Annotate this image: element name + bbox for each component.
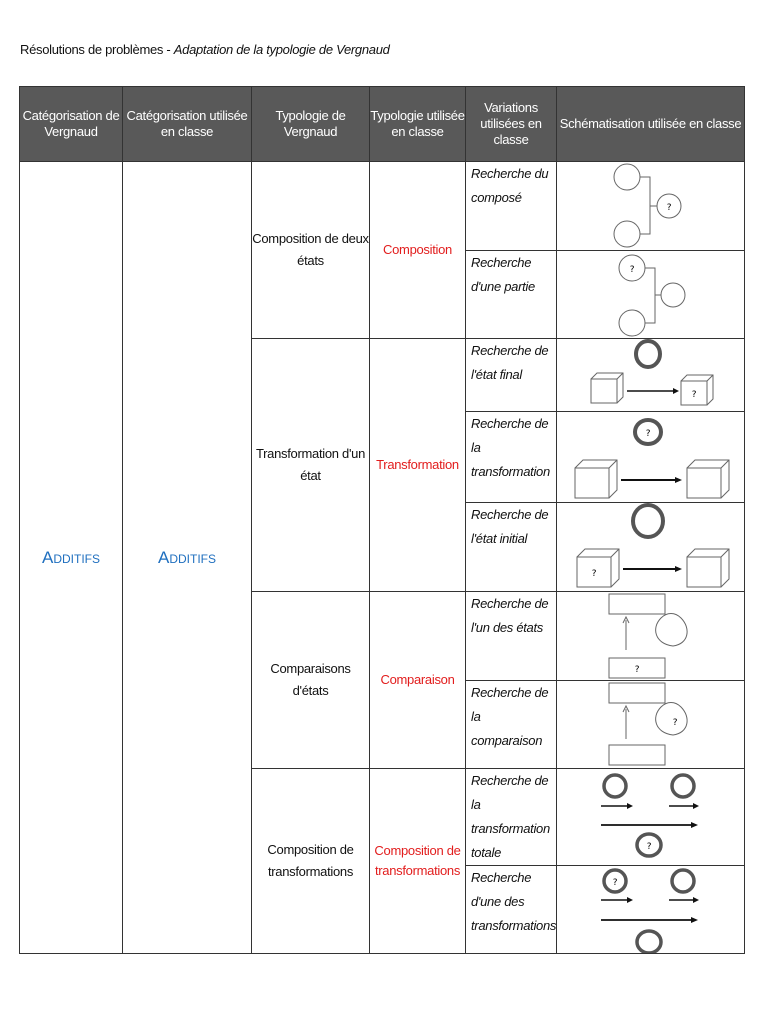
variation-un-des-etats: Recherche de l'un des états <box>466 592 557 681</box>
question-mark: ? <box>612 878 618 888</box>
schema-cell <box>557 503 745 592</box>
title-main: Résolutions de problèmes - <box>20 42 174 57</box>
header-row <box>20 87 745 162</box>
classe-composition: Composition <box>370 162 466 339</box>
variation-etat-initial: Recherche de l'état initial <box>466 503 557 592</box>
table-row <box>20 162 745 251</box>
classe-transformation: Transformation <box>370 339 466 592</box>
variation-transformation: Recherche de la transformation <box>466 412 557 503</box>
header-typologie-classe: Typologie utilisée en classe <box>370 87 466 162</box>
composition-transformations-schema-totale <box>557 773 745 861</box>
variation-recherche-partie: Recherche d'une partie <box>466 251 557 339</box>
question-mark: ? <box>672 718 678 728</box>
schema-cell <box>557 866 745 954</box>
header-categorisation-classe: Catégorisation utilisée en classe <box>123 87 252 162</box>
typologie-composition-transformations: Composition de transformations <box>252 769 370 954</box>
variation-recherche-compose: Recherche du composé <box>466 162 557 251</box>
schema-cell <box>557 592 745 681</box>
schema-cell <box>557 681 745 769</box>
transformation-schema-initial <box>557 503 745 591</box>
transformation-schema-transformation <box>557 412 745 502</box>
typology-table <box>19 86 745 954</box>
comparaison-schema-comparaison <box>557 681 745 768</box>
schema-cell <box>557 339 745 412</box>
header-schematisation: Schématisation utilisée en classe <box>557 87 745 162</box>
question-mark: ? <box>591 569 597 579</box>
question-mark: ? <box>629 265 635 275</box>
schema-cell <box>557 412 745 503</box>
classe-comparaison: Comparaison <box>370 592 466 769</box>
schema-cell <box>557 251 745 339</box>
variation-transformation-totale: Recherche de la transformation totale <box>466 769 557 866</box>
typologie-composition: Composition de deux états <box>252 162 370 339</box>
header-categorisation-vergnaud: Catégorisation de Vergnaud <box>20 87 123 162</box>
question-mark: ? <box>634 665 640 675</box>
variation-une-des-transformations: Recherche d'une des transformations <box>466 866 557 954</box>
typologie-transformation: Transformation d'un état <box>252 339 370 592</box>
schema-cell <box>557 769 745 866</box>
variation-etat-final: Recherche de l'état final <box>466 339 557 412</box>
category-vergnaud: Additifs <box>20 162 123 954</box>
comparaison-schema-etat <box>557 592 745 680</box>
composition-transformations-schema-une <box>557 866 745 953</box>
typologie-comparaison: Comparaisons d'états <box>252 592 370 769</box>
composition-schema-compose <box>557 162 745 250</box>
classe-composition-transformations: Composition de transformations <box>370 769 466 954</box>
category-classe: Additifs <box>123 162 252 954</box>
title-subtitle: Adaptation de la typologie de Vergnaud <box>173 42 390 57</box>
transformation-schema-final <box>557 339 745 411</box>
question-mark: ? <box>666 203 672 213</box>
header-typologie-vergnaud: Typologie de Vergnaud <box>252 87 370 162</box>
question-mark: ? <box>691 390 697 400</box>
document-title <box>20 42 390 57</box>
question-mark: ? <box>645 429 651 439</box>
question-mark: ? <box>646 842 652 852</box>
composition-schema-partie <box>557 251 745 338</box>
schema-cell <box>557 162 745 251</box>
variation-comparaison: Recherche de la comparaison <box>466 681 557 769</box>
header-variations: Variations utilisées en classe <box>466 87 557 162</box>
